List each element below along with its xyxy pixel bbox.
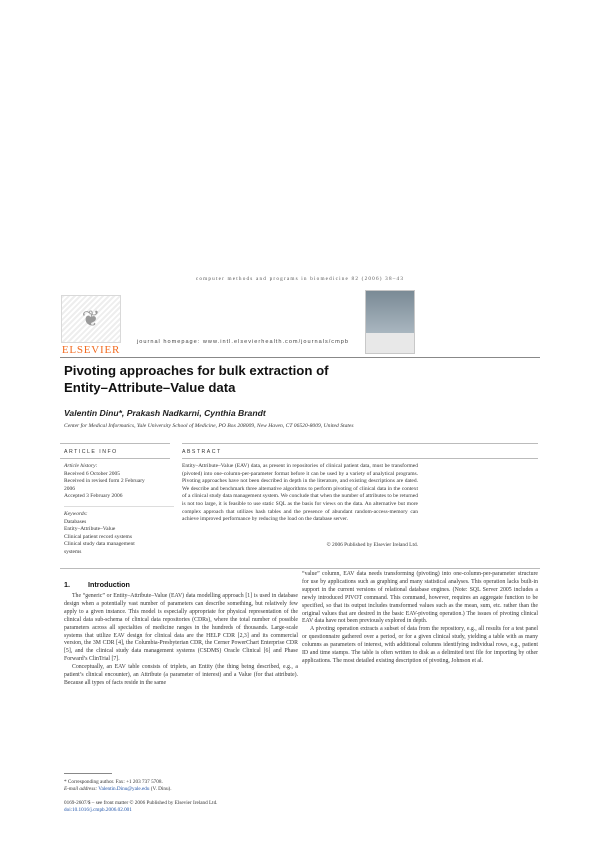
section-heading (64, 580, 130, 589)
header-rule (60, 357, 540, 358)
footnotes (64, 779, 172, 793)
corresponding-author-note: * Corresponding author. Fax: +1 203 737 5708. (64, 779, 163, 785)
abstract-subrule (182, 458, 538, 459)
keyword-item: Clinical patient record systems (64, 533, 132, 540)
keywords-divider (64, 501, 174, 507)
elsevier-wordmark: ELSEVIER (61, 344, 121, 356)
paragraph: Conceptually, an EAV table consists of triplets, an Entity (the thing being described, e.g., a patient’s clinical encounter), an Attribute (a parameter of interest) and a Value (for that attribute). Because all types of facts reside in the same (64, 664, 298, 686)
journal-cover-image (365, 290, 415, 354)
doi-link[interactable]: doi:10.1016/j.cmpb.2006.02.001 (64, 806, 132, 813)
paragraph: “value” column, EAV data needs transforming (pivoting) into one-column-per-parameter structure for use by applications such as graphing and many statistical analyses. This operation lacks built-in support in the current versions of relational database engines. (Note: SQL Server 2005 includes a newly introduced PIVOT command. This command, however, requires an aggregate function to be specified, so that its output includes transformed values such as the mean, sum, etc. rather than the original values that are desired in the basic EAV-pivoting operation.) The issues of pivoting clinical EAV data have not been previously explored in depth. (302, 571, 538, 625)
email-link[interactable]: Valentin.Dinu@yale.edu (98, 785, 150, 792)
keyword-item: Databases (64, 518, 87, 525)
keyword-item: Entity–Attribute–Value (64, 526, 116, 533)
cover-bottom (366, 333, 414, 353)
section-number: 1. (64, 580, 70, 589)
right-column (302, 571, 538, 666)
journal-homepage[interactable]: journal homepage: www.intl.elsevierhealth.com/journals/cmpb (137, 339, 349, 345)
received-date: Received 6 October 2005 (64, 470, 121, 477)
issn-line: 0169-2607/$ – see front matter © 2006 Published by Elsevier Ireland Ltd. (64, 800, 218, 806)
cover-top (366, 291, 414, 333)
footnote-rule (64, 773, 112, 774)
affiliation: Center for Medical Informatics, Yale University School of Medicine, PO Box 208009, New Haven, CT 06520-8009, United States (64, 423, 354, 429)
revised-date: Received in revised form 2 February (64, 478, 145, 485)
article-info-subrule (60, 458, 170, 459)
elsevier-tree-icon: ❦ (61, 295, 121, 343)
elsevier-logo (60, 295, 122, 356)
paragraph: A pivoting operation extracts a subset of data from the repository, e.g., all results for a test panel or questionnaire gathered over a period, or for a given clinical study, yielding a table with as many columns as parameters of interest, with additional columns identifying individual rows, e.g., patient ID and time stamps. The table is often written to disk as a delimited text file for importing by other applications. The most detailed existing description of pivoting, Johnson et al. (302, 626, 538, 664)
history-label: Article history: (64, 463, 98, 469)
article-info-rule (60, 443, 170, 444)
author-list: Valentin Dinu*, Prakash Nadkarni, Cynthia Brandt (64, 408, 266, 418)
left-column (64, 593, 298, 688)
paragraph: The “generic” or Entity–Attribute–Value (EAV) data modelling approach [1] is used in database design when a potentially vast number of parameters can describe something, but relatively few apply to a given instance. This model is especially appropriate for physical representation of the clinical data sub-schema of clinical data repositories (CDRs), where the total number of possible parameters across all specialties of medicine ranges in the hundreds of thousands. Large-scale systems that utilize EAV design for clinical data are the HELP CDR [2,3] and its commercial version, the 3M CDR [4], the Columbia-Presbyterian CDR, the Cerner PowerChart Enterprise CDR [5], and the clinical study data management systems (CSDMS) Oracle Clinical [6] and Phase Forward’s ClinTrial [7]. (64, 593, 298, 663)
email-label: E-mail address: (64, 785, 98, 792)
article-title (64, 363, 504, 396)
article-info-heading: ARTICLE INFO (64, 449, 118, 455)
title-line-1: Pivoting approaches for bulk extraction of (64, 363, 329, 378)
running-head: computer methods and programs in biomedicine 82 (2006) 38–43 (195, 276, 405, 282)
keyword-item: systems (64, 548, 82, 555)
keyword-item: Clinical study data management (64, 541, 135, 548)
abstract-copyright: © 2006 Published by Elsevier Ireland Ltd. (326, 542, 418, 548)
revised-year: 2006 (64, 485, 75, 492)
email-line (64, 786, 172, 793)
article-info-block (64, 463, 174, 557)
section-title: Introduction (88, 580, 130, 589)
front-matter (64, 800, 217, 814)
title-line-2: Entity–Attribute–Value data (64, 379, 236, 395)
email-suffix: (V. Dinu). (150, 785, 172, 792)
abstract-bottom-rule (60, 568, 540, 569)
abstract-body: Entity–Attribute–Value (EAV) data, as present in repositories of clinical patient data, must be transformed (pivoted) into one-column-per-parameter format before it can be used by a variety of analytical programs. Pivoting approaches have not been described in depth in the literature, and existing descriptions are dated. We describe and benchmark three alternative algorithms to perform pivoting of clinical data in the context of a clinical study data management system. We conclude that when the number of attributes to be returned is not too large, it is feasible to use static SQL as the basis for views on the data. An alternative but more complex approach that utilizes hash tables and the presence of abundant random-access-memory can achieve improved performance by reducing the load on the database server. (182, 463, 418, 523)
abstract-rule (182, 443, 538, 444)
abstract-heading: ABSTRACT (182, 449, 222, 455)
accepted-date: Accepted 3 February 2006 (64, 493, 123, 500)
keywords-label: Keywords: (64, 510, 88, 517)
